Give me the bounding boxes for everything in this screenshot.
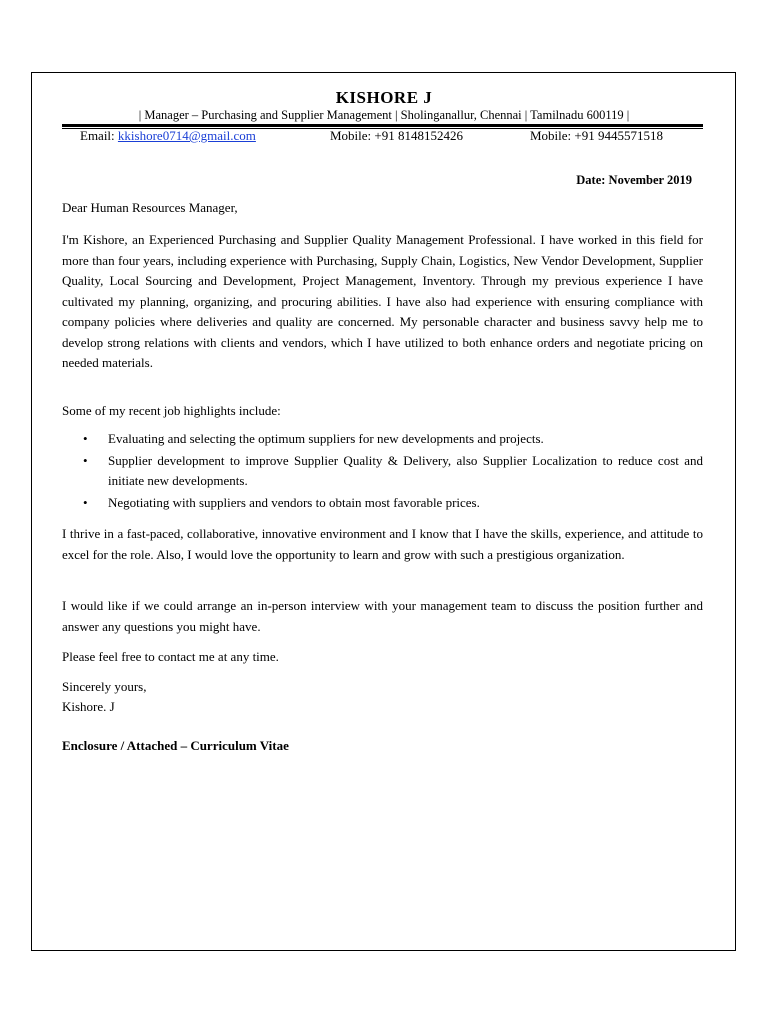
mobile-secondary: Mobile: +91 9445571518: [530, 128, 663, 143]
mobile-primary: Mobile: +91 8148152426: [330, 128, 463, 143]
paragraph-contact: Please feel free to contact me at any time.: [62, 649, 279, 664]
paragraph-fit: I thrive in a fast-paced, collaborative, innovative environment and I know that I have the skills, experience, and attitude to excel for the role. Also, I would love the opportunity to learn and grow with such a prestigious organization.: [62, 526, 703, 562]
letter-date: Date: November 2019: [576, 173, 692, 187]
salutation: Dear Human Resources Manager,: [62, 200, 238, 215]
highlights-intro: Some of my recent job highlights include:: [62, 403, 281, 418]
closing: Sincerely yours,: [62, 679, 147, 694]
header-subtitle: | Manager – Purchasing and Supplier Management | Sholinganallur, Chennai | Tamilnadu 600119 |: [138, 108, 630, 122]
header-divider: [62, 124, 703, 127]
list-item: • Negotiating with suppliers and vendors to obtain most favorable prices.: [62, 493, 703, 514]
email-label: Email:: [80, 128, 118, 143]
email-line: [80, 128, 256, 144]
highlights-list: [62, 429, 703, 514]
paragraph-intro: I'm Kishore, an Experienced Purchasing and Supplier Quality Management Professional. I have worked in this field for more than four years, including experience with Purchasing, Supply Chain, Logistics, New Vendor Development, Supplier Quality, Local Sourcing and Development, Project Management, Inventory. Through my previous experience I have cultivated my planning, organizing, and procuring abilities. I have also had experience with ensuring compliance with company policies where deliveries and quality are concerned. My personable character and business savvy help me to develop strong relations with clients and vendors, which I have utilized to both enhance orders and negotiate pricing on needed materials.: [62, 232, 703, 370]
list-item: • Evaluating and selecting the optimum suppliers for new developments and projects.: [62, 429, 703, 450]
signature-name: Kishore. J: [62, 699, 115, 714]
paragraph-interview: I would like if we could arrange an in-person interview with your management team to discuss the position further and answer any questions you might have.: [62, 598, 703, 634]
list-item: • Supplier development to improve Supplier Quality & Delivery, also Supplier Localization to reduce cost and initiate new developments.: [62, 451, 703, 492]
enclosure-note: Enclosure / Attached – Curriculum Vitae: [62, 738, 289, 753]
email-link[interactable]: kkishore0714@gmail.com: [117, 128, 256, 143]
applicant-name: KISHORE J: [335, 88, 433, 107]
